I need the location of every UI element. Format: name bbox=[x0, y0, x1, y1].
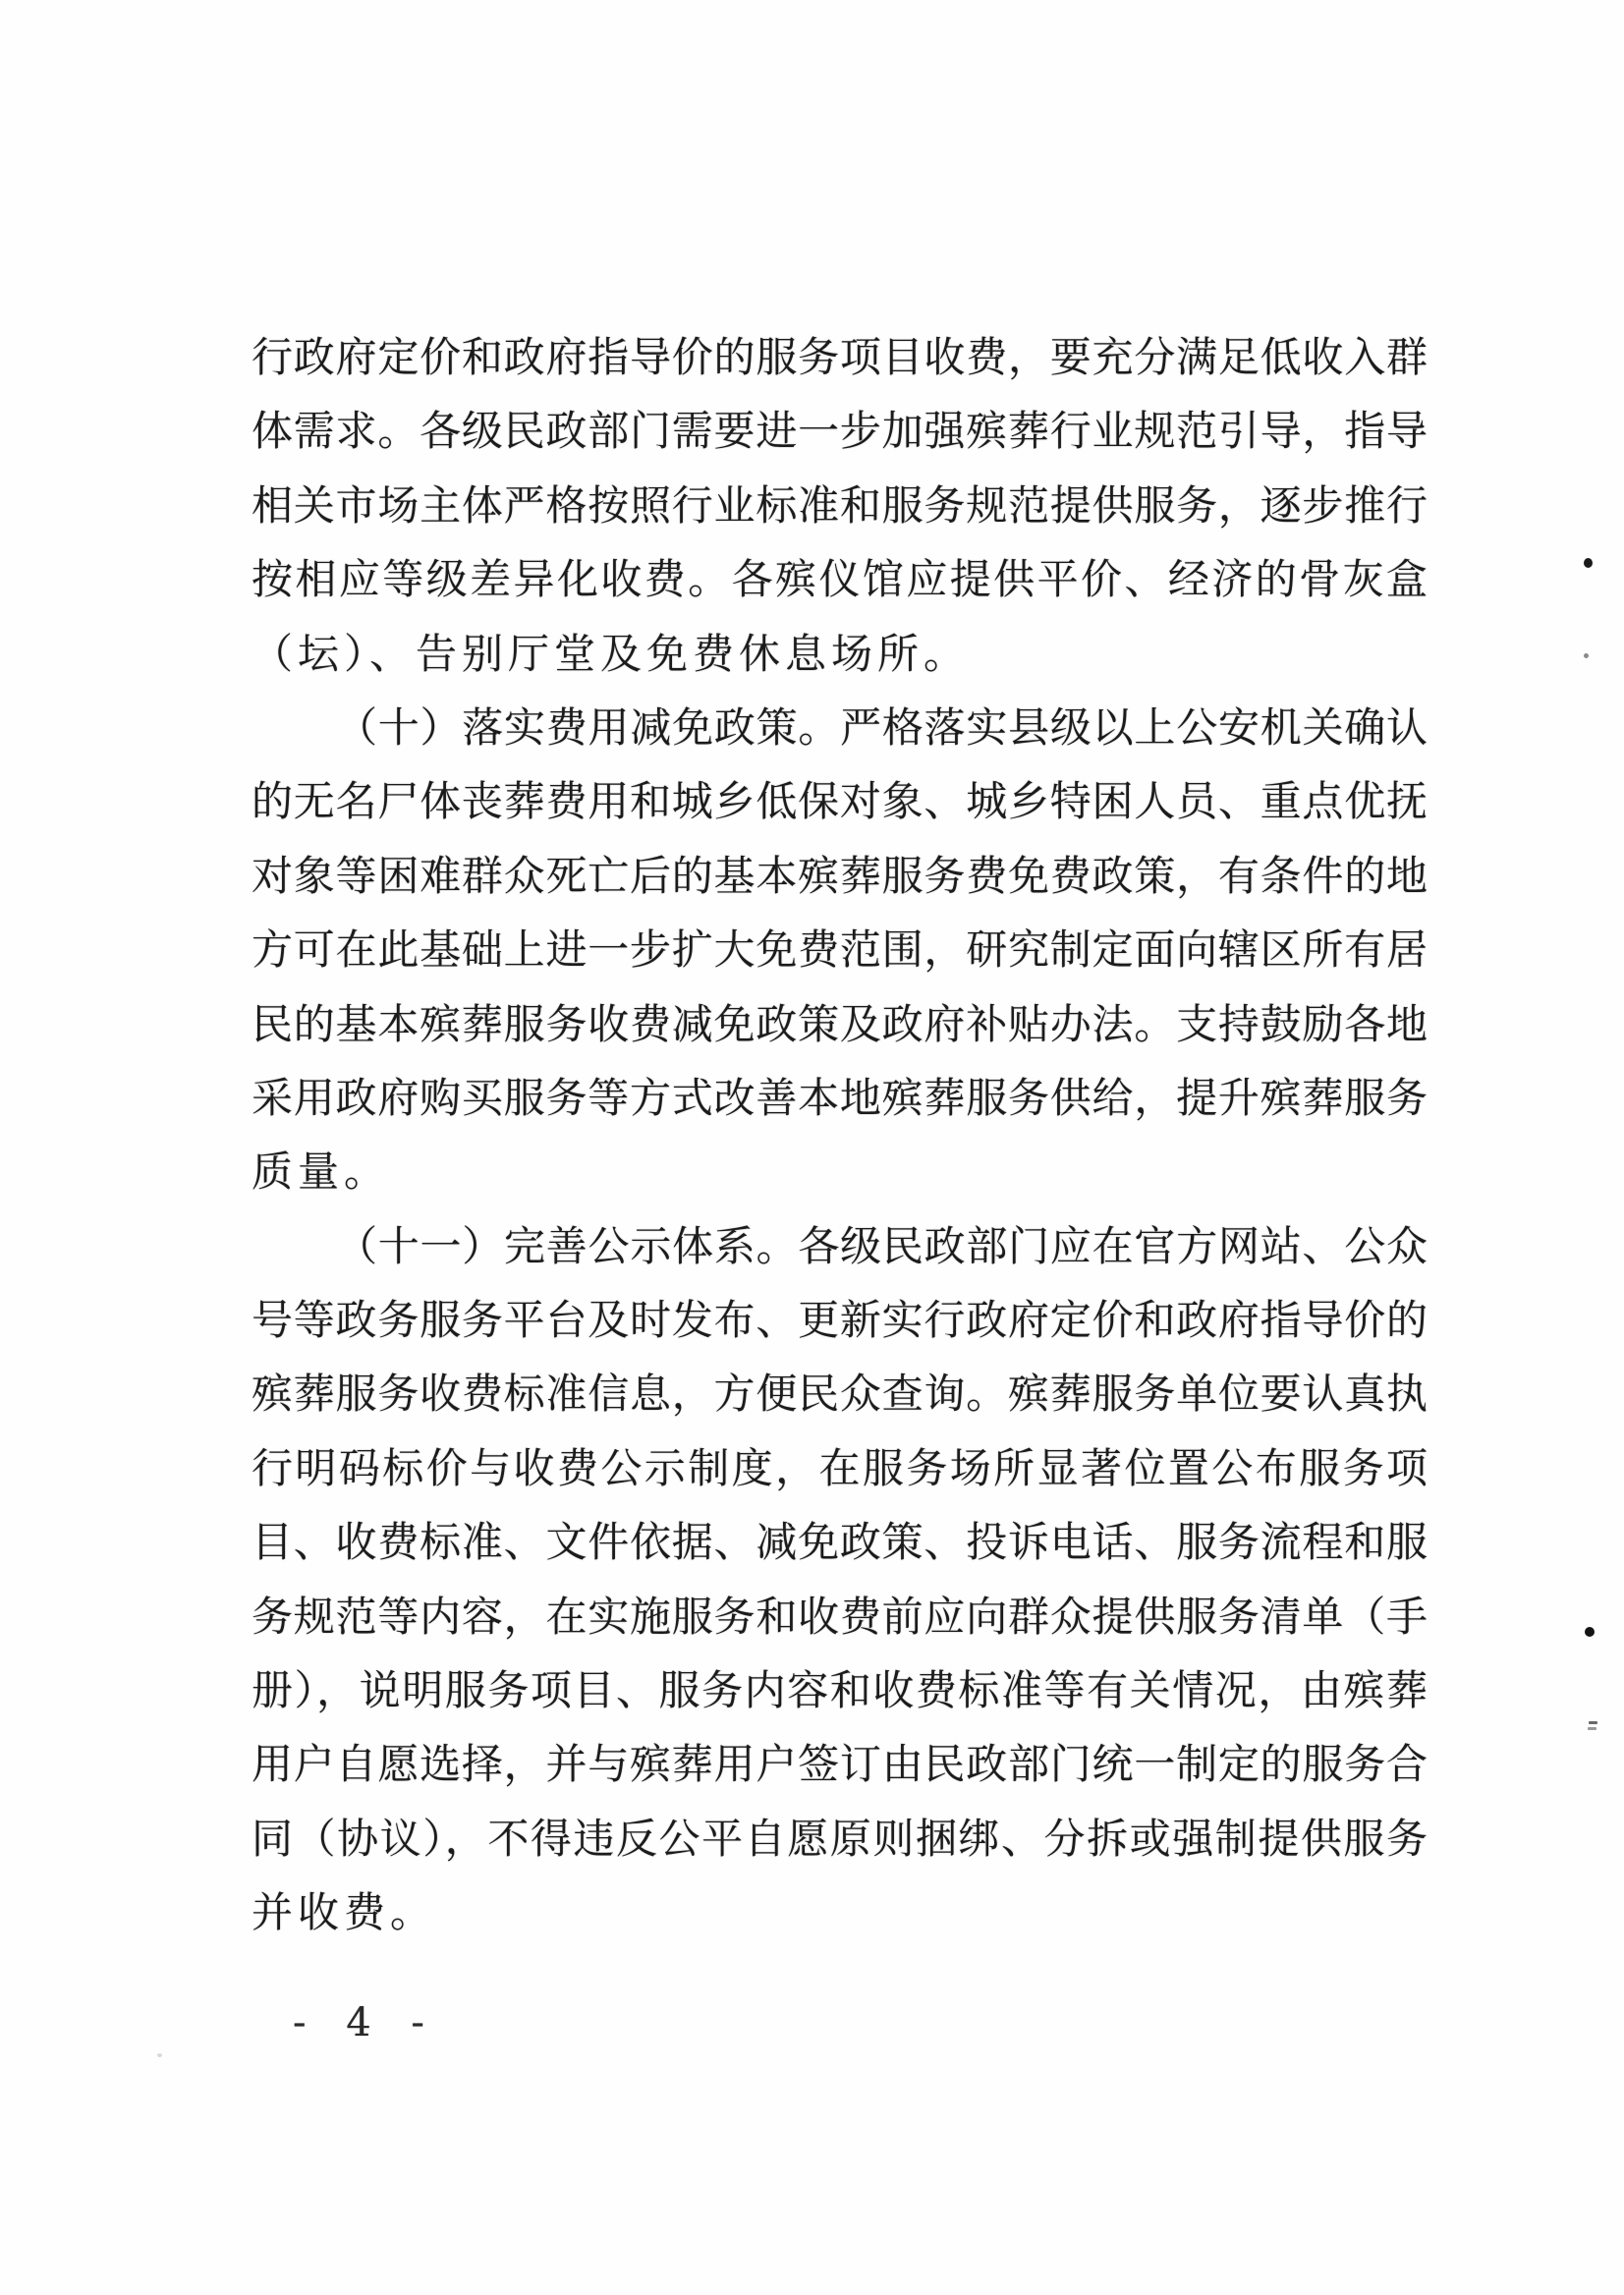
text-line: 行政府定价和政府指导价的服务项目收费，要充分满足低收入群 bbox=[252, 333, 1428, 381]
text-line: （坛）、告别厅堂及免费休息场所。 bbox=[252, 629, 971, 678]
text-line: 行明码标价与收费公示制度，在服务场所显著位置公布服务项 bbox=[252, 1443, 1428, 1492]
text-line: 号等政务服务平台及时发布、更新实行政府定价和政府指导价的 bbox=[252, 1296, 1428, 1345]
text-line: 用户自愿选择，并与殡葬用户签订由民政部门统一制定的服务合 bbox=[252, 1740, 1428, 1789]
scan-speck bbox=[1584, 653, 1589, 658]
text-line: 册），说明服务项目、服务内容和收费标准等有关情况，由殡葬 bbox=[252, 1666, 1428, 1715]
text-line: 对象等困难群众死亡后的基本殡葬服务费免费政策，有条件的地 bbox=[252, 851, 1428, 900]
page-number: - 4 - bbox=[293, 2000, 438, 2045]
text-line: 同（协议），不得违反公平自愿原则捆绑、分拆或强制提供服务 bbox=[252, 1814, 1428, 1863]
text-line: 并收费。 bbox=[252, 1888, 437, 1937]
text-line: 按相应等级差异化收费。各殡仪馆应提供平价、经济的骨灰盒 bbox=[252, 555, 1428, 604]
scan-speck bbox=[1585, 1627, 1595, 1637]
scan-speck bbox=[1589, 1721, 1597, 1724]
text-line: （十）落实费用减免政策。严格落实县级以上公安机关确认 bbox=[336, 702, 1428, 752]
text-line: 质量。 bbox=[252, 1148, 391, 1197]
text-line: 采用政府购买服务等方式改善本地殡葬服务供给，提升殡葬服务 bbox=[252, 1073, 1428, 1122]
text-line: 目、收费标准、文件依据、减免政策、投诉电话、服务流程和服 bbox=[252, 1518, 1428, 1567]
document-body bbox=[252, 320, 1428, 1950]
text-line: 殡葬服务收费标准信息，方便民众查询。殡葬服务单位要认真执 bbox=[252, 1370, 1428, 1419]
text-line: 的无名尸体丧葬费用和城乡低保对象、城乡特困人员、重点优抚 bbox=[252, 777, 1428, 826]
scan-speck bbox=[157, 2053, 162, 2057]
text-line: 相关市场主体严格按照行业标准和服务规范提供服务，逐步推行 bbox=[252, 480, 1428, 530]
text-line: （十一）完善公示体系。各级民政部门应在官方网站、公众 bbox=[336, 1221, 1428, 1270]
text-line: 方可在此基础上进一步扩大免费范围，研究制定面向辖区所有居 bbox=[252, 925, 1428, 975]
scan-speck bbox=[1584, 558, 1593, 568]
text-line: 务规范等内容，在实施服务和收费前应向群众提供服务清单（手 bbox=[252, 1592, 1428, 1641]
text-line: 体需求。各级民政部门需要进一步加强殡葬行业规范引导，指导 bbox=[252, 407, 1428, 456]
text-line: 民的基本殡葬服务收费减免政策及政府补贴办法。支持鼓励各地 bbox=[252, 999, 1428, 1048]
